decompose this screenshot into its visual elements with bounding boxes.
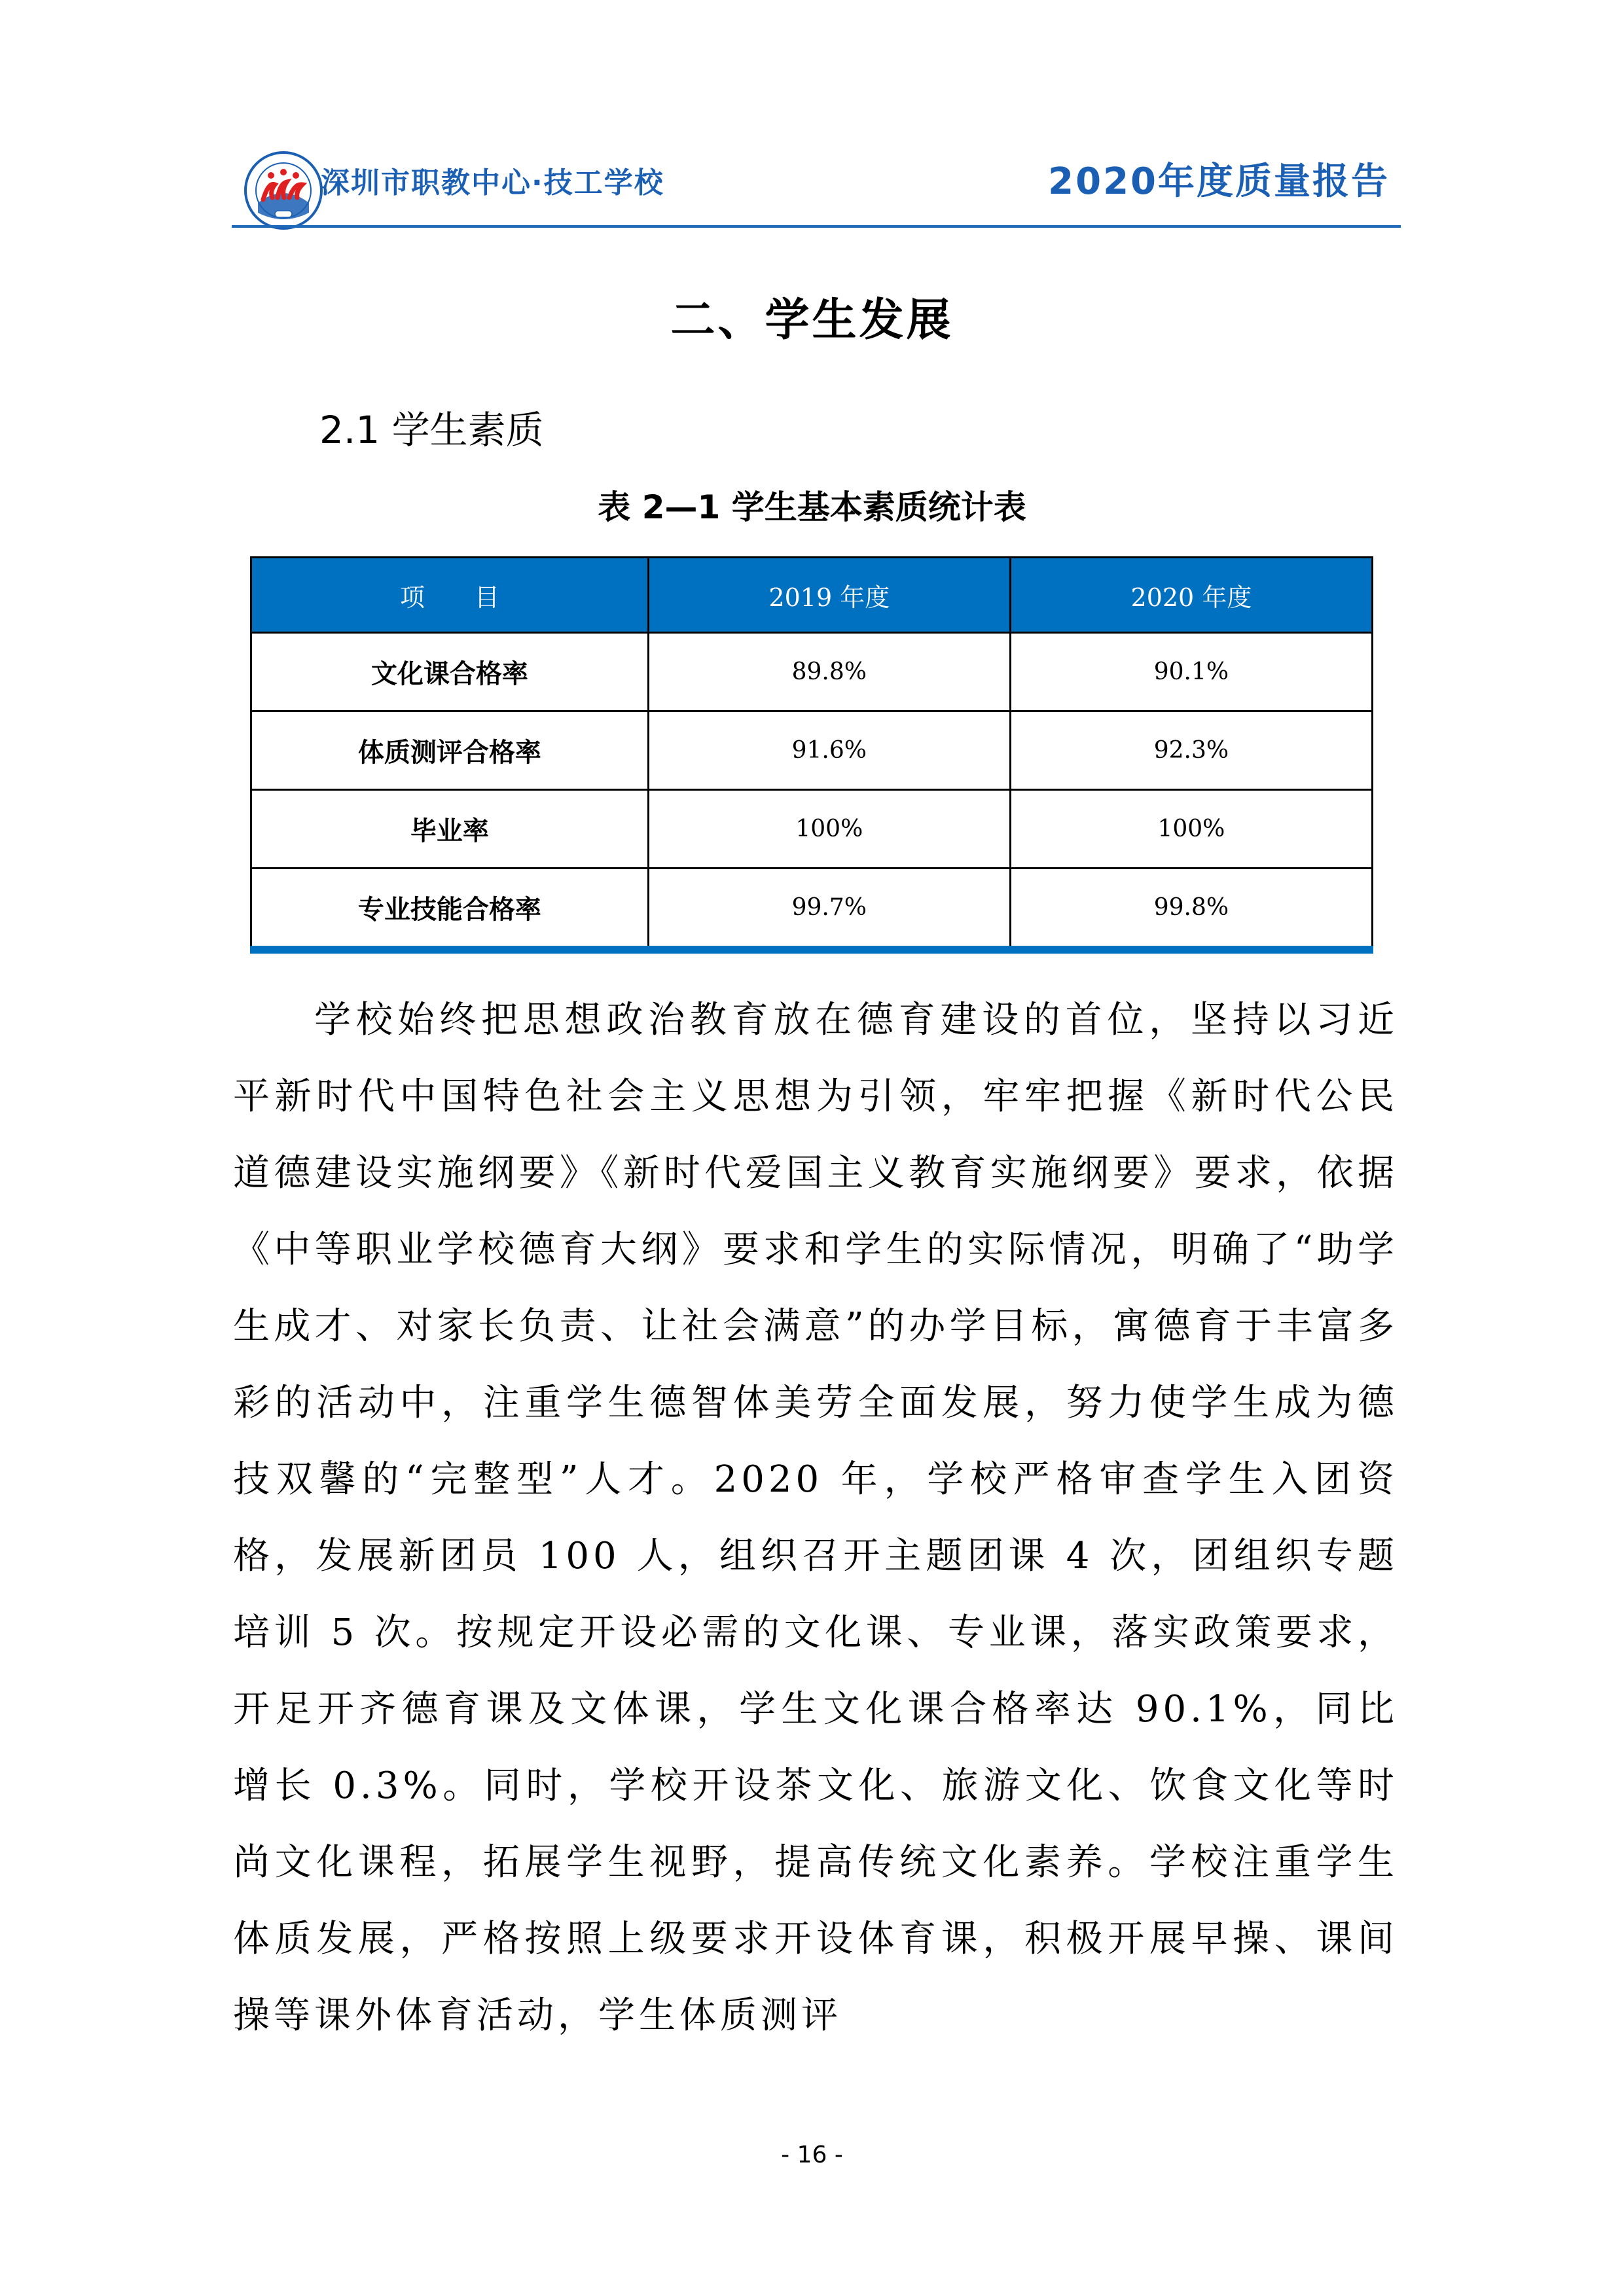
table-row xyxy=(251,790,1373,869)
value-2019: 91.6% xyxy=(648,711,1010,790)
section-title: 2.1 学生素质 xyxy=(319,408,544,452)
value-2019: 99.7% xyxy=(648,869,1010,950)
emblem-icon xyxy=(244,151,323,230)
header-divider xyxy=(232,225,1401,228)
body-paragraph: 学校始终把思想政治教育放在德育建设的首位，坚持以习近平新时代中国特色社会主义思想为引领，牢牢把握《新时代公民道德建设实施纲要》《新时代爱国主义教育实施纲要》要求，依据《中等职业学校德育大纲》要求和学生的实际情况，明确了“助学生成才、对家长负责、让社会满意”的办学目标，寓德育于丰富多彩的活动中，注重学生德智体美劳全面发展，努力使学生成为德技双馨的“完整型”人才。2020 年，学校严格审查学生入团资格，发展新团员 100 人，组织召开主题团课 4 次，团组织专题培训 5 次。按规定开设必需的文化课、专业课，落实政策要求，开足开齐德育课及文体课，学生文化课合格率达 90.1%，同比增长 0.3%。同时，学校开设茶文化、旅游文化、饮食文化等时尚文化课程，拓展学生视野，提高传统文化素养。学校注重学生体质发展，严格按照上级要求开设体育课，积极开展早操、课间操等课外体育活动，学生体质测评 xyxy=(233,999,1398,2037)
value-2019: 89.8% xyxy=(648,633,1010,711)
column-header-item: 项 目 xyxy=(251,558,649,633)
value-2019: 100% xyxy=(648,790,1010,869)
value-2020: 99.8% xyxy=(1010,869,1372,950)
table-row xyxy=(251,633,1373,711)
row-label: 专业技能合格率 xyxy=(251,869,649,950)
page-number: - 16 - xyxy=(781,2142,843,2168)
table-header-row xyxy=(251,558,1373,633)
table-caption: 表 2—1 学生基本素质统计表 xyxy=(598,488,1026,526)
value-2020: 92.3% xyxy=(1010,711,1372,790)
chapter-title: 二、学生发展 xyxy=(670,295,954,346)
row-label: 体质测评合格率 xyxy=(251,711,649,790)
table-row xyxy=(251,711,1373,790)
value-2020: 90.1% xyxy=(1010,633,1372,711)
table-row xyxy=(251,869,1373,950)
column-header-2020: 2020 年度 xyxy=(1010,558,1372,633)
value-2020: 100% xyxy=(1010,790,1372,869)
row-label: 文化课合格率 xyxy=(251,633,649,711)
school-emblem-logo xyxy=(244,151,323,230)
school-name: 深圳市职教中心·技工学校 xyxy=(321,166,664,200)
report-title: 2020年度质量报告 xyxy=(1048,160,1390,203)
row-label: 毕业率 xyxy=(251,790,649,869)
column-header-2019: 2019 年度 xyxy=(648,558,1010,633)
student-quality-table xyxy=(250,556,1373,954)
